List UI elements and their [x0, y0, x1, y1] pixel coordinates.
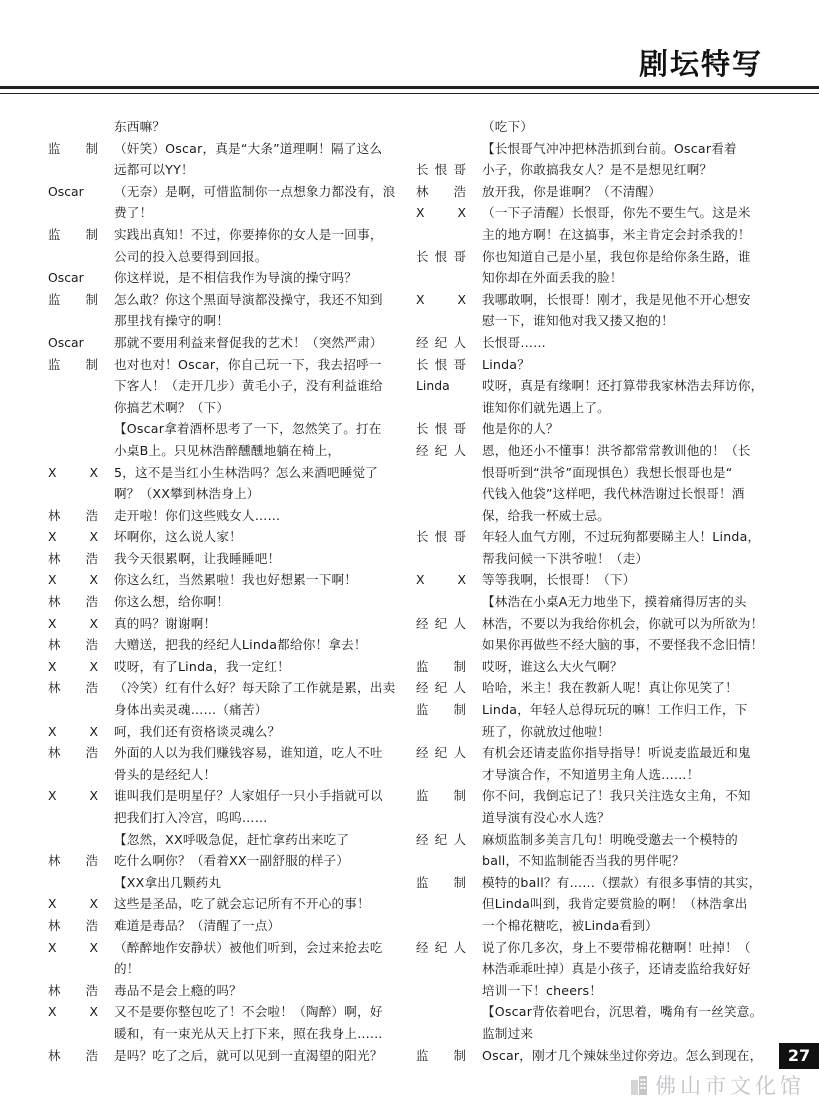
dialogue-text: 怎么敢？你这个黑面导演都没操守，我还不知到 [114, 291, 383, 307]
dialogue-text: （一下子清醒）长恨哥，你先不要生气。这是米 [482, 205, 751, 221]
speaker-name: 监 制 [416, 788, 466, 804]
script-line [48, 785, 403, 807]
dialogue-text: 年轻人血气方刚，不过玩狗都要睇主人！Linda， [482, 529, 761, 545]
speaker-name: X X [416, 572, 466, 588]
speaker-name: X X [48, 615, 98, 631]
dialogue-text: 【长恨哥气冲冲把林浩抓到台前。Oscar看着 [482, 140, 737, 156]
dialogue-text: （奸笑）Oscar，真是“大条”道理啊！隔了这么 [114, 140, 383, 156]
dialogue-text: ball，不知监制能否当我的男伴呢？ [482, 853, 685, 869]
script-line [48, 483, 403, 505]
script-line [416, 937, 768, 959]
dialogue-text: 东西嘛？ [114, 119, 166, 134]
speaker-name: 长恨哥 [416, 162, 466, 178]
script-line [416, 440, 768, 462]
speaker-name: X X [48, 658, 98, 674]
speaker-name: X X [416, 205, 466, 221]
speaker-name: 林 浩 [48, 917, 98, 933]
dialogue-text: 你这样说，是不相信我作为导演的操守吗？ [114, 270, 358, 286]
script-line [48, 375, 403, 397]
dialogue-text: 恨哥听到“洪爷”面现惧色）我想长恨哥也是“ [482, 464, 733, 480]
dialogue-text: 哎呀，有了Linda，我一定红！ [114, 658, 290, 674]
script-line [48, 1023, 403, 1045]
speaker-name: 监 制 [48, 356, 98, 372]
script-line [416, 785, 768, 807]
dialogue-text: 骨头的是经纪人！ [114, 766, 217, 782]
speaker-name: 经纪人 [416, 680, 466, 696]
script-line [416, 1045, 768, 1067]
script-line [48, 829, 403, 851]
dialogue-text: 哈哈，米主！我在教新人呢！真让你见笑了！ [482, 680, 738, 696]
dialogue-text: 林浩乖乖吐掉）真是小孩子，还请麦监给我好好 [482, 961, 751, 977]
dialogue-text: （吃下） [482, 119, 534, 134]
page-number: 27 [779, 1043, 819, 1069]
dialogue-text: 那就不要用利益来督促我的艺术！（突然严肃） [114, 334, 383, 350]
dialogue-text: 放开我，你是谁啊？（不清醒） [482, 183, 662, 199]
watermark [629, 1070, 805, 1100]
script-line [416, 526, 768, 548]
dialogue-text: 【Oscar拿着酒杯思考了一下，忽然笑了。打在 [114, 421, 382, 437]
dialogue-text: 小子，你敢搞我女人？是不是想见红啊？ [482, 162, 713, 178]
script-line [48, 915, 403, 937]
dialogue-text: 模特的ball？有……（摆款）有很多事情的其实， [482, 874, 762, 890]
script-line [416, 807, 768, 829]
script-line [48, 418, 403, 440]
dialogue-text: 你这么想，给你啊！ [114, 594, 230, 610]
dialogue-text: 一个棉花糖吃，被Linda看到） [482, 917, 658, 933]
script-line [48, 505, 403, 527]
dialogue-text: 【XX拿出几颗药丸 [114, 874, 222, 890]
script-line [48, 980, 403, 1002]
speaker-name: 经纪人 [416, 831, 466, 847]
dialogue-text: 如果你再做些不经大脑的事，不要怪我不念旧情！ [482, 637, 764, 653]
script-line [48, 872, 403, 894]
script-line [48, 634, 403, 656]
script-line [48, 159, 403, 181]
script-line [48, 397, 403, 419]
speaker-name: 经纪人 [416, 615, 466, 631]
script-line [416, 375, 768, 397]
dialogue-text: 知你却在外面丢我的脸！ [482, 270, 623, 286]
left-column [48, 116, 403, 1066]
script-line [48, 677, 403, 699]
section-title: 剧坛特写 [638, 47, 763, 81]
script-line [416, 397, 768, 419]
speaker-name: X X [48, 572, 98, 588]
script-line [416, 418, 768, 440]
dialogue-text: 【Oscar背依着吧台，沉思着，嘴角有一丝笑意。 [482, 1004, 763, 1020]
script-line [48, 548, 403, 570]
script-line [416, 246, 768, 268]
speaker-name: 监 制 [416, 658, 466, 674]
dialogue-text: 你不问，我倒忘记了！我只关注选女主角，不知 [482, 788, 751, 804]
speaker-name: 林 浩 [48, 550, 98, 566]
dialogue-text: Linda，年轻人总得玩玩的嘛！工作归工作，下 [482, 702, 748, 718]
script-line [416, 764, 768, 786]
dialogue-text: Oscar，刚才几个辣妹坐过你旁边。怎么到现在， [482, 1047, 763, 1063]
script-line [416, 850, 768, 872]
dialogue-text: 帮我问候一下洪爷啦！（走） [482, 550, 649, 566]
dialogue-text: 你这么红，当然累啦！我也好想累一下啊！ [114, 572, 358, 588]
dialogue-text: 是吗？吃了之后，就可以见到一直渴望的阳光？ [114, 1047, 383, 1063]
speaker-name: 林 浩 [48, 680, 98, 696]
speaker-name: X X [48, 1004, 98, 1020]
speaker-name: Oscar [48, 183, 84, 199]
dialogue-text: 毒品不是会上瘾的吗？ [114, 982, 242, 998]
dialogue-text: 谁知你们就先遇上了。 [482, 399, 610, 415]
speaker-name: 监 制 [416, 874, 466, 890]
speaker-name: 监 制 [416, 702, 466, 718]
dialogue-text: 我今天很累啊，让我睡睡吧！ [114, 550, 281, 566]
dialogue-text: 公司的投入总要得到回报。 [114, 248, 268, 264]
dialogue-text: Linda？ [482, 356, 531, 372]
speaker-name: X X [48, 464, 98, 480]
speaker-name: 林 浩 [416, 183, 466, 199]
dialogue-text: 等等我啊，长恨哥！（下） [482, 572, 636, 588]
dialogue-text: 真的吗？谢谢啊！ [114, 615, 217, 631]
script-line [48, 569, 403, 591]
script-line [416, 181, 768, 203]
dialogue-text: 吃什么啊你？（看着XX一副舒服的样子） [114, 853, 350, 869]
dialogue-text: 呵，我们还有资格谈灵魂么？ [114, 723, 281, 739]
dialogue-text: 有机会还请麦监你指导指导！听说麦监最近和鬼 [482, 745, 751, 761]
script-line [48, 1045, 403, 1067]
dialogue-text: 实践出真知！不过，你要捧你的女人是一回事， [114, 226, 383, 242]
header-rule-thin [0, 93, 819, 94]
script-line [416, 483, 768, 505]
script-line [416, 656, 768, 678]
script-line [48, 138, 403, 160]
script-line [48, 721, 403, 743]
script-line [48, 807, 403, 829]
dialogue-text: 监制过来 [482, 1025, 534, 1041]
dialogue-text: 啊？（XX攀到林浩身上） [114, 486, 260, 502]
dialogue-text: 他是你的人？ [482, 421, 559, 437]
script-line [416, 462, 768, 484]
script-line [416, 699, 768, 721]
script-line [48, 1001, 403, 1023]
script-line [416, 310, 768, 332]
script-line [48, 310, 403, 332]
speaker-name: 经纪人 [416, 745, 466, 761]
header-rule-thick [0, 86, 819, 89]
script-line [416, 742, 768, 764]
speaker-name: Oscar [48, 270, 84, 286]
dialogue-text: 身体出卖灵魂……（痛苦） [114, 702, 268, 718]
script-line [48, 267, 403, 289]
script-line [416, 267, 768, 289]
dialogue-text: 那里找有操守的啊！ [114, 313, 230, 329]
speaker-name: 监 制 [48, 226, 98, 242]
speaker-name: 林 浩 [48, 1047, 98, 1063]
dialogue-text: 才导演合作，不知道男主角人选……！ [482, 766, 700, 782]
dialogue-text: 道导演有没心水人选？ [482, 810, 610, 825]
dialogue-text: 暖和，有一束光从天上打下来，照在我身上…… [114, 1025, 383, 1041]
script-line [48, 656, 403, 678]
speaker-name: X X [48, 939, 98, 955]
dialogue-text: 你也知道自己是小星，我包你是给你条生路，谁 [482, 248, 751, 264]
dialogue-text: 保，给我一杯威士忌。 [482, 507, 610, 523]
script-line [48, 440, 403, 462]
speaker-name: X X [48, 723, 98, 739]
speaker-name: 经纪人 [416, 334, 466, 350]
script-line [416, 505, 768, 527]
building-logo-icon [629, 1074, 649, 1096]
script-line [48, 958, 403, 980]
script-line [48, 591, 403, 613]
script-line [416, 915, 768, 937]
script-line [48, 742, 403, 764]
dialogue-text: 走开啦！你们这些贱女人…… [114, 507, 281, 523]
script-line [416, 829, 768, 851]
script-line [416, 893, 768, 915]
dialogue-text: 哎呀，谁这么大火气啊？ [482, 658, 623, 674]
speaker-name: X X [416, 291, 466, 307]
script-line [48, 613, 403, 635]
dialogue-text: 远都可以YY！ [114, 162, 194, 178]
script-line [416, 591, 768, 613]
dialogue-text: 费了！ [114, 205, 153, 221]
dialogue-text: 下客人！（走开几步）黄毛小子，没有利益谁给 [114, 378, 383, 394]
speaker-name: 长恨哥 [416, 356, 466, 372]
dialogue-text: 外面的人以为我们赚钱容易，谁知道，吃人不吐 [114, 745, 383, 761]
script-line [416, 613, 768, 635]
dialogue-text: 说了你几多次，身上不要带棉花糖啊！吐掉！（ [482, 939, 751, 955]
dialogue-text: 大赠送，把我的经纪人Linda都给你！拿去！ [114, 637, 367, 653]
dialogue-text: 5，这不是当红小生林浩吗？怎么来酒吧睡觉了 [114, 464, 379, 480]
script-line [416, 958, 768, 980]
script-line [48, 289, 403, 311]
dialogue-text: 哎呀，真是有缘啊！还打算带我家林浩去拜访你， [482, 378, 764, 394]
script-line [48, 202, 403, 224]
speaker-name: 林 浩 [48, 745, 98, 761]
dialogue-text: 把我们打入冷宫，呜呜…… [114, 810, 268, 825]
speaker-name: X X [48, 529, 98, 545]
script-line [48, 224, 403, 246]
dialogue-text: 的！ [114, 961, 140, 977]
dialogue-text: 长恨哥…… [482, 334, 546, 350]
script-line [48, 116, 403, 138]
script-line [416, 548, 768, 570]
dialogue-text: 谁叫我们是明星仔？人家姐仔一只小手指就可以 [114, 788, 383, 804]
watermark-text: 佛山市文化馆 [655, 1074, 805, 1098]
dialogue-text: 班了，你就放过他啦！ [482, 723, 610, 739]
speaker-name: 监 制 [48, 140, 98, 156]
right-column [416, 116, 768, 1066]
script-line [48, 850, 403, 872]
dialogue-text: 林浩，不要以为我给你机会，你就可以为所欲为！ [482, 615, 764, 631]
speaker-name: Oscar [48, 334, 84, 350]
dialogue-text: 慰一下，谁知他对我又搂又抱的！ [482, 313, 674, 329]
speaker-name: 监 制 [48, 291, 98, 307]
script-line [416, 1001, 768, 1023]
script-line [48, 526, 403, 548]
dialogue-text: （冷笑）红有什么好？每天除了工作就是累，出卖 [114, 680, 396, 696]
script-line [416, 721, 768, 743]
dialogue-text: 难道是毒品？（清醒了一点） [114, 917, 281, 933]
script-line [48, 764, 403, 786]
speaker-name: 长恨哥 [416, 529, 466, 545]
speaker-name: X X [48, 788, 98, 804]
script-line [416, 872, 768, 894]
script-line [48, 699, 403, 721]
script-line [416, 159, 768, 181]
dialogue-text: （无奈）是啊，可惜监制你一点想象力都没有，浪 [114, 183, 396, 199]
dialogue-text: 也对也对！Oscar，你自己玩一下，我去招呼一 [114, 356, 382, 372]
dialogue-text: 培训一下！cheers！ [482, 982, 603, 998]
dialogue-text: 坏啊你，这么说人家！ [114, 529, 242, 545]
script-line [416, 354, 768, 376]
speaker-name: 经纪人 [416, 939, 466, 955]
script-line [48, 181, 403, 203]
speaker-name: 林 浩 [48, 982, 98, 998]
speaker-name: 林 浩 [48, 637, 98, 653]
speaker-name: 监 制 [416, 1047, 466, 1063]
speaker-name: 林 浩 [48, 594, 98, 610]
speaker-name: 经纪人 [416, 442, 466, 458]
dialogue-text: 小桌B上。只见林浩醉醺醺地躺在椅上， [114, 442, 341, 458]
dialogue-text: 恩，他还小不懂事！洪爷都常常教训他的！（长 [482, 442, 751, 458]
script-line [416, 677, 768, 699]
script-line [416, 569, 768, 591]
script-line [416, 224, 768, 246]
speaker-name: X X [48, 896, 98, 912]
dialogue-text: 代钱入他袋”这样吧，我代林浩谢过长恨哥！酒 [482, 486, 745, 502]
script-line [48, 354, 403, 376]
script-line [416, 116, 768, 138]
speaker-name: Linda [416, 378, 450, 394]
script-line [416, 202, 768, 224]
script-line [416, 138, 768, 160]
script-line [416, 289, 768, 311]
dialogue-text: 这些是圣品，吃了就会忘记所有不开心的事！ [114, 896, 370, 912]
dialogue-text: 【忽然，XX呼吸急促，赶忙拿药出来吃了 [114, 831, 350, 847]
speaker-name: 长恨哥 [416, 421, 466, 437]
speaker-name: 林 浩 [48, 507, 98, 523]
dialogue-text: 【林浩在小桌A无力地坐下，摸着痛得厉害的头 [482, 594, 747, 610]
script-line [416, 1023, 768, 1045]
script-line [48, 246, 403, 268]
dialogue-text: 你搞艺术啊？（下） [114, 399, 230, 415]
script-line [416, 980, 768, 1002]
dialogue-text: 主的地方啊！在这搞事，米主肯定会封杀我的！ [482, 226, 751, 242]
page-header [0, 0, 819, 100]
dialogue-text: 我哪敢啊，长恨哥！刚才，我是见他不开心想安 [482, 291, 751, 307]
script-line [416, 634, 768, 656]
dialogue-text: （醉醉地作安静状）被他们听到，会过来抢去吃 [114, 939, 383, 955]
script-line [48, 893, 403, 915]
speaker-name: 林 浩 [48, 853, 98, 869]
script-line [48, 937, 403, 959]
speaker-name: 长恨哥 [416, 248, 466, 264]
script-line [48, 462, 403, 484]
script-line [48, 332, 403, 354]
dialogue-text: 但Linda叫到，我肯定要赏脸的啊！（林浩拿出 [482, 896, 748, 912]
dialogue-text: 又不是要你整包吃了！不会啦！（陶醉）啊，好 [114, 1004, 383, 1020]
script-line [416, 332, 768, 354]
dialogue-text: 麻烦监制多美言几句！明晚受邀去一个模特的 [482, 831, 738, 847]
